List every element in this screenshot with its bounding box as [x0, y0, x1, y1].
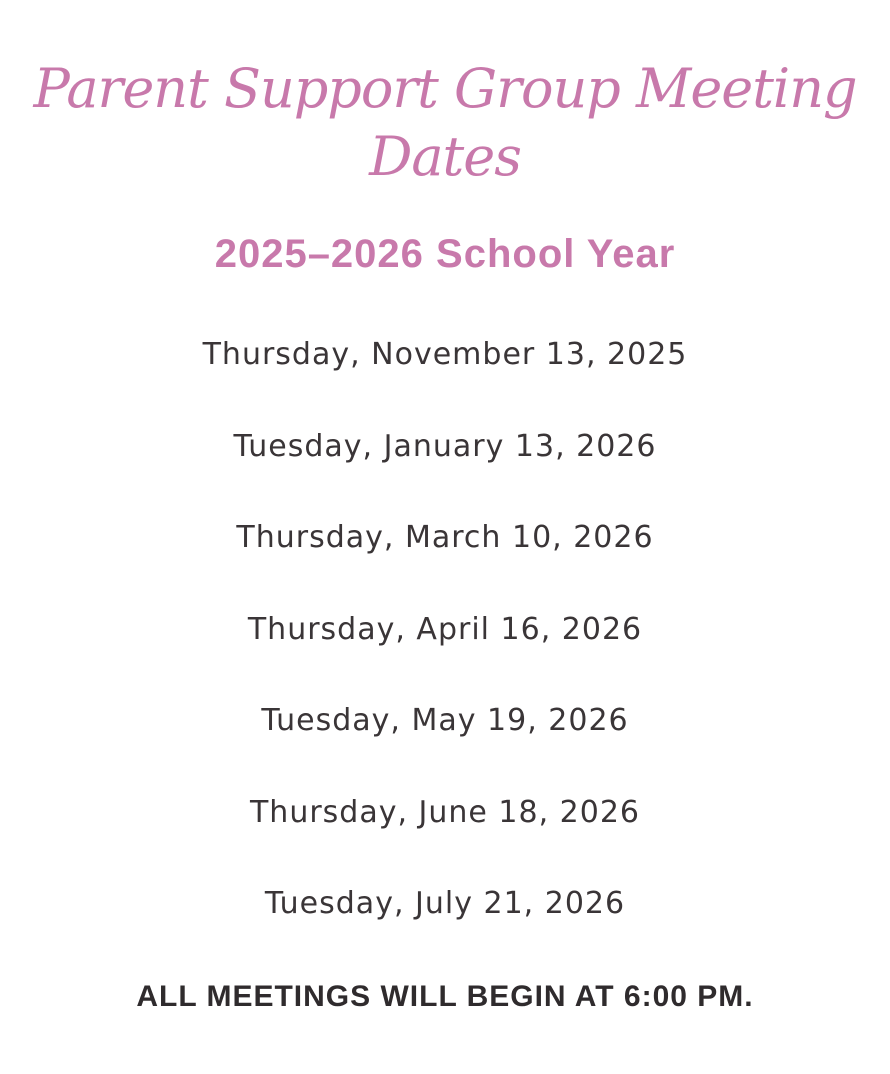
meeting-date: Tuesday, July 21, 2026: [264, 886, 626, 921]
meeting-date: Tuesday, January 13, 2026: [233, 429, 657, 464]
meeting-time-note: ALL MEETINGS WILL BEGIN AT 6:00 PM.: [136, 980, 754, 1013]
meeting-date: Thursday, April 16, 2026: [247, 612, 643, 647]
meeting-date: Thursday, June 18, 2026: [249, 795, 641, 830]
page-title-line-1: Parent Support Group Meeting: [33, 57, 857, 120]
page-title-line-2: Dates: [369, 125, 521, 188]
school-year-subtitle: 2025–2026 School Year: [214, 232, 676, 276]
meeting-date: Tuesday, May 19, 2026: [261, 703, 629, 738]
meeting-date: Thursday, March 10, 2026: [236, 520, 654, 555]
meeting-date: Thursday, November 13, 2025: [202, 337, 688, 372]
